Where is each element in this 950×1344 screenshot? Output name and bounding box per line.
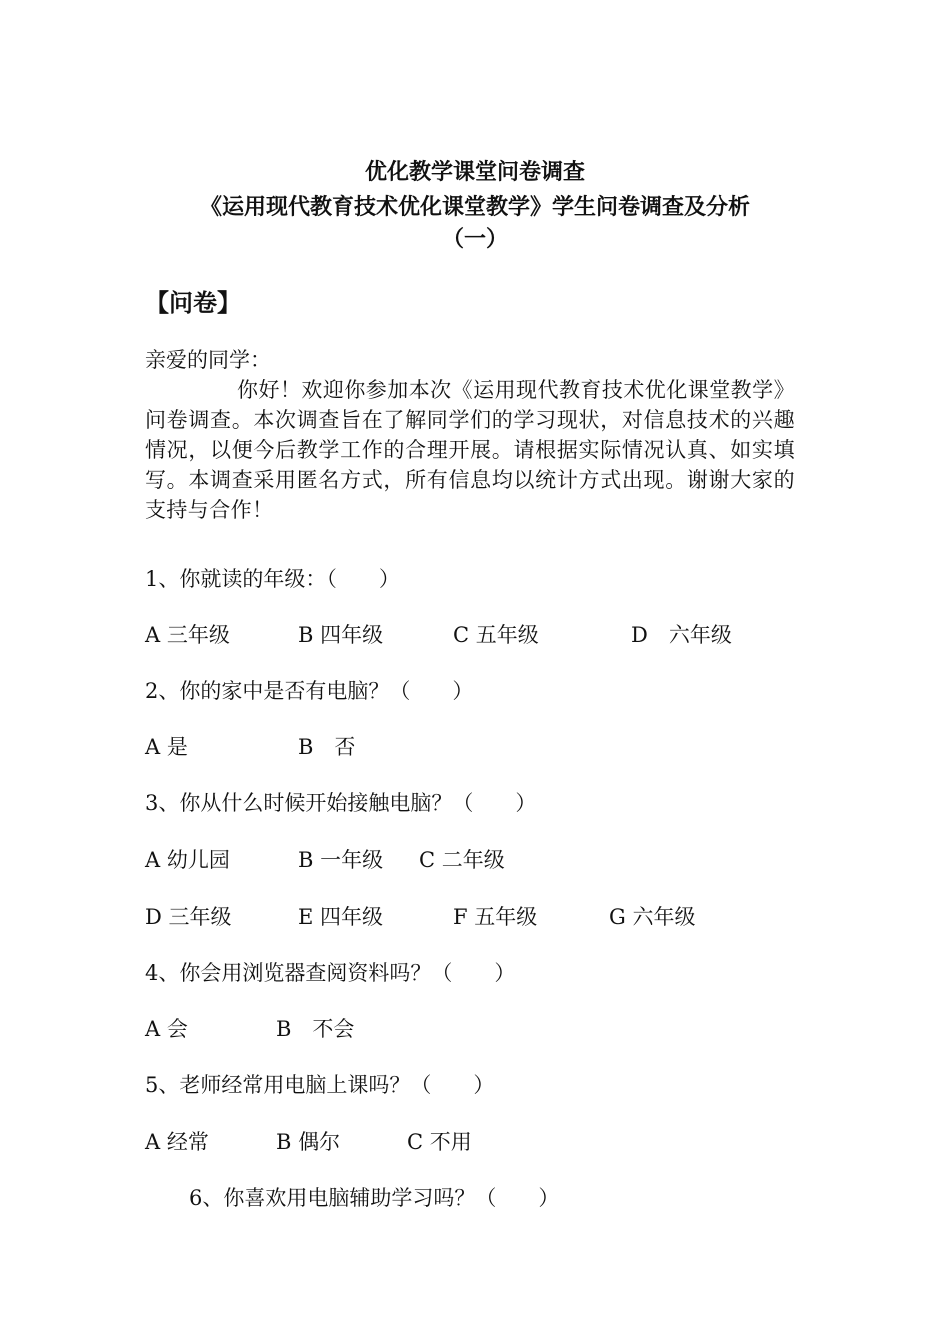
document-subtitle: 《运用现代教育技术优化课堂教学》学生问卷调查及分析 xyxy=(199,195,750,220)
question-3-option-b: B 一年级 xyxy=(298,848,384,872)
question-3-option-g: G 六年级 xyxy=(609,905,696,929)
question-3-option-a: A 幼儿园 xyxy=(145,848,230,872)
question-6: 6、你喜欢用电脑辅助学习吗？（ ） xyxy=(189,1186,560,1210)
question-5: 5、老师经常用电脑上课吗？（ ） xyxy=(145,1073,495,1097)
question-1-option-b: B 四年级 xyxy=(298,623,384,647)
question-4: 4、你会用浏览器查阅资料吗？（ ） xyxy=(145,961,516,985)
question-1-option-d: D 六年级 xyxy=(631,623,732,647)
question-2-option-a: A 是 xyxy=(145,735,188,759)
question-4-option-b: B 不会 xyxy=(276,1017,355,1041)
question-3-option-d: D 三年级 xyxy=(145,905,232,929)
question-2: 2、你的家中是否有电脑？（ ） xyxy=(145,679,474,703)
document-title: 优化教学课堂问卷调查 xyxy=(364,160,585,185)
question-2-option-b: B 否 xyxy=(298,735,356,759)
question-1-option-c: C 五年级 xyxy=(453,623,539,647)
intro-paragraph: 你好！欢迎你参加本次《运用现代教育技术优化课堂教学》问卷调查。本次调查旨在了解同学们的学习现状，对信息技术的兴趣情况，以便今后教学工作的合理开展。请根据实际情况认真、如实填写。本调查采用匿名方式，所有信息均以统计方式出现。谢谢大家的支持与合作！ xyxy=(145,378,795,522)
question-5-option-c: C 不用 xyxy=(407,1130,472,1154)
document-part-label: （一） xyxy=(441,227,508,252)
question-3-option-c: C 二年级 xyxy=(419,848,505,872)
question-3: 3、你从什么时候开始接触电脑？（ ） xyxy=(145,791,537,815)
question-3-option-f: F 五年级 xyxy=(453,905,538,929)
section-heading: 【问卷】 xyxy=(145,289,241,317)
question-5-option-b: B 偶尔 xyxy=(276,1130,341,1154)
greeting-text: 亲爱的同学： xyxy=(145,348,271,372)
question-3-option-e: E 四年级 xyxy=(298,905,384,929)
question-1-option-a: A 三年级 xyxy=(145,623,230,647)
question-5-option-a: A 经常 xyxy=(145,1130,209,1154)
question-1: 1、你就读的年级：（ ） xyxy=(145,567,400,591)
question-4-option-a: A 会 xyxy=(145,1017,188,1041)
